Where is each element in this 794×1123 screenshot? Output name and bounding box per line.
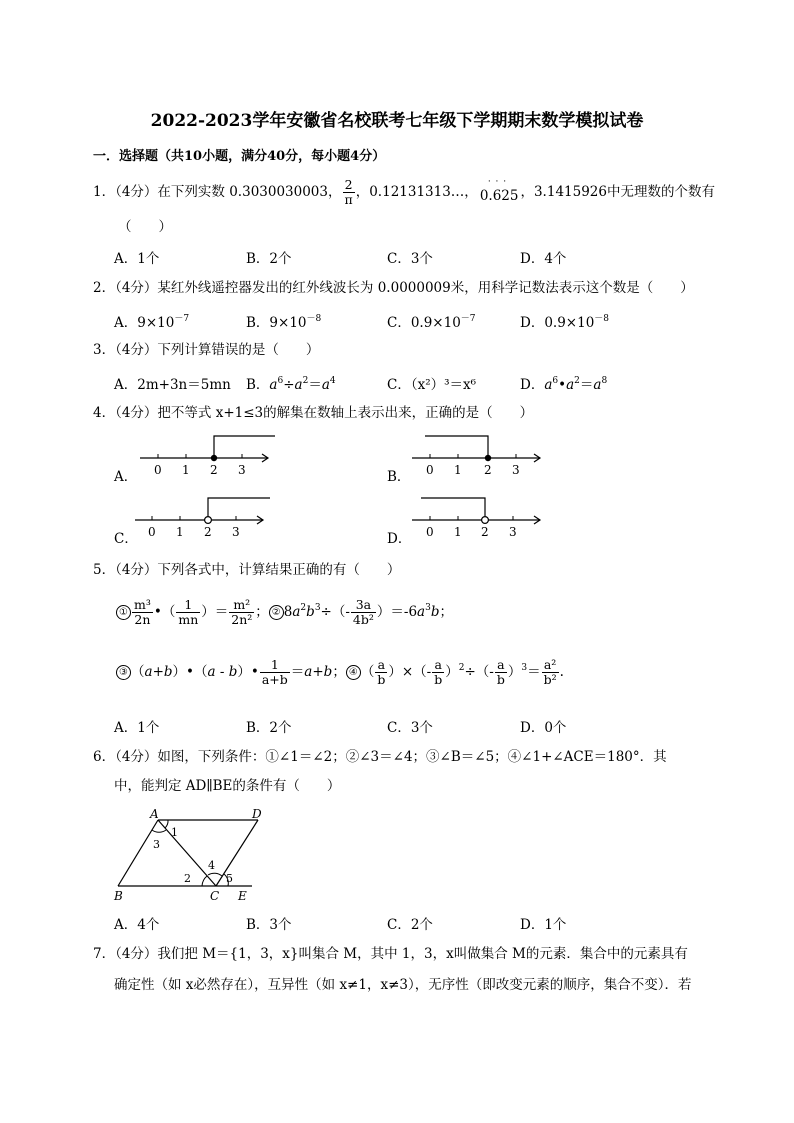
q6-parallelogram-figure xyxy=(110,806,280,906)
q6-option-b[interactable]: B．3个 xyxy=(246,917,292,933)
svg-text:3: 3 xyxy=(512,463,520,477)
question-7-line-2: 确定性（如 x必然存在），互异性（如 x≠1，x≠3），无序性（即改变元素的顺序，集合不变）．若 xyxy=(114,977,692,993)
question-4: 4．（4分）把不等式 x+1≤3的解集在数轴上表示出来，正确的是（ ） xyxy=(93,405,534,421)
q2-c-exp: －7 xyxy=(460,314,476,324)
question-6-line-1: 6．（4分）如图，下列条件：①∠1＝∠2；②∠3＝∠4；③∠B＝∠5；④∠1+∠ACE＝180°．其 xyxy=(93,749,667,765)
svg-text:0: 0 xyxy=(426,463,434,477)
q1-frac-num: 2 xyxy=(343,178,355,193)
q5-e1-num: m³ xyxy=(134,597,151,612)
q5-expressions-3-4: ③ （a+b）•（a - b）• $\frac{1}{a+b}$ ＝a+b； ④ （ $\frac{a}{b}$ ）×（- $\frac{a}{b}$ ）$^2$÷（- $\frac{a}{b}$ ）$^3$＝ $\frac{\text{a²}}{\text{b²}}$ . xyxy=(116,658,564,687)
q3-option-a[interactable]: A．2m+3n＝5mn xyxy=(114,377,231,393)
q1-suffix: ，3.1415926中无理数的个数有 xyxy=(520,184,715,200)
q5-circle-3: ③ xyxy=(116,665,131,680)
q2-option-b[interactable] xyxy=(246,311,321,331)
q2-a-exp: －7 xyxy=(174,314,190,324)
q2-option-d[interactable] xyxy=(520,311,609,331)
q5-f1-num: a xyxy=(375,658,387,673)
section-heading: 一．选择题（共10小题，满分40分，每小题4分） xyxy=(93,149,386,164)
question-6-line-2: 中，能判定 AD∥BE的条件有（ ） xyxy=(114,778,341,794)
svg-text:3: 3 xyxy=(509,525,517,539)
q3-b-label: B． xyxy=(246,377,270,393)
q2-a-base: A．9×10 xyxy=(114,315,175,331)
q5-e5-num: 1 xyxy=(260,658,290,673)
q1-prefix: 1．（4分）在下列实数 0.3030030003， xyxy=(93,184,342,200)
q1-frac-den: π xyxy=(344,192,353,207)
q1-option-a[interactable]: A．1个 xyxy=(114,251,160,267)
svg-text:2: 2 xyxy=(210,463,218,477)
q5-expressions-1-2: ① $\frac{\text{m³}}{2n}$ •（ $\frac{1}{mn}$ ）＝ $\frac{\text{m²}}{\text{2n²}}$ ； ② $8a^2b^3\div(-$ $\frac{3a}{\text{4b²}}$ ）$=-6a^3b$； xyxy=(116,598,453,627)
question-1 xyxy=(93,178,715,207)
q4-label-c: C． xyxy=(114,531,138,547)
q6-angle-3: 3 xyxy=(153,838,160,851)
q2-c-base: C．0.9×10 xyxy=(387,315,461,331)
q5-e1-den: 2n xyxy=(134,612,151,627)
q1-fraction xyxy=(343,178,355,207)
svg-text:3: 3 xyxy=(232,525,240,539)
q5-option-b[interactable]: B．2个 xyxy=(246,720,292,736)
q5-circle-2: ② xyxy=(269,605,284,620)
q5-option-c[interactable]: C．3个 xyxy=(387,720,433,736)
q6-label-e: E xyxy=(238,889,247,903)
question-2: 2．（4分）某红外线遥控器发出的红外线波长为 0.0000009米，用科学记数法表示这个数是（ ） xyxy=(93,280,694,296)
q5-f1-den: b xyxy=(377,672,386,687)
q6-angle-4: 4 xyxy=(208,859,215,872)
q5-e3 xyxy=(229,598,254,627)
q2-d-exp: －8 xyxy=(594,314,610,324)
q1-option-d[interactable]: D．4个 xyxy=(520,251,567,267)
q6-label-b: B xyxy=(114,889,123,903)
svg-text:1: 1 xyxy=(454,525,462,539)
q5-r-num: a² xyxy=(542,658,559,673)
q6-angle-5: 5 xyxy=(226,872,233,885)
page-title: 2022-2023学年安徽省名校联考七年级下学期期末数学模拟试卷 xyxy=(150,111,644,131)
q5-e4-den: 4b² xyxy=(352,612,374,627)
svg-text:0: 0 xyxy=(426,525,434,539)
svg-text:0: 0 xyxy=(154,463,162,477)
q6-label-a: A xyxy=(150,807,159,821)
svg-text:1: 1 xyxy=(176,525,184,539)
q5-option-d[interactable]: D．0个 xyxy=(520,720,567,736)
q5-r xyxy=(542,658,559,687)
q4-label-b: B． xyxy=(387,469,411,485)
q4-number-line-b[interactable] xyxy=(385,428,565,484)
q2-option-a[interactable] xyxy=(114,311,189,331)
svg-text:2: 2 xyxy=(481,525,489,539)
q5-e4-num: 3a xyxy=(351,598,376,613)
q5-e1 xyxy=(132,598,153,627)
q6-option-d[interactable]: D．1个 xyxy=(520,917,567,933)
q5-f2 xyxy=(432,658,444,687)
q3-option-c[interactable]: C．（x²）³＝x⁶ xyxy=(387,377,477,393)
q6-label-c: C xyxy=(210,889,220,903)
q3-option-b[interactable]: B．$a^6\div a^2=a^4$ xyxy=(246,376,336,393)
svg-text:1: 1 xyxy=(454,463,462,477)
q6-label-d: D xyxy=(252,807,262,821)
q2-d-base: D．0.9×10 xyxy=(520,315,595,331)
q5-e3-num: m² xyxy=(229,598,254,613)
q4-number-line-d[interactable] xyxy=(385,492,565,548)
q5-r-den: b² xyxy=(543,672,557,687)
question-5: 5．（4分）下列各式中，计算结果正确的有（ ） xyxy=(93,562,401,578)
q4-label-d: D． xyxy=(387,531,412,547)
q5-e2-num: 1 xyxy=(176,598,200,613)
svg-text:1: 1 xyxy=(182,463,190,477)
question-3: 3．（4分）下列计算错误的是（ ） xyxy=(93,342,320,358)
question-7-line-1: 7．（4分）我们把 M＝{1，3，x}叫集合 M，其中 1，3，x叫做集合 M的元素．集合中的元素具有 xyxy=(93,946,688,962)
q5-option-a[interactable]: A．1个 xyxy=(114,720,160,736)
q6-option-c[interactable]: C．2个 xyxy=(387,917,433,933)
q5-circle-4: ④ xyxy=(346,665,361,680)
q1-option-c[interactable]: C．3个 xyxy=(387,251,433,267)
q1-mid: ，0.12131313…， xyxy=(355,184,478,200)
q5-e2 xyxy=(176,598,200,627)
q5-e4 xyxy=(351,598,376,627)
q2-b-base: B．9×10 xyxy=(246,315,307,331)
q5-e5 xyxy=(260,658,290,687)
q1-answer-paren: （ ） xyxy=(118,219,172,235)
q6-angle-1: 1 xyxy=(171,826,178,839)
q4-label-a: A． xyxy=(114,469,138,485)
q1-repeating-decimal: · · · 0.625 xyxy=(480,186,519,206)
q5-e5-den: a+b xyxy=(261,672,288,687)
q1-option-b[interactable]: B．2个 xyxy=(246,251,292,267)
svg-text:2: 2 xyxy=(204,525,212,539)
q5-e2-den: mn xyxy=(178,612,199,627)
svg-text:2: 2 xyxy=(484,463,492,477)
q5-f3 xyxy=(495,658,507,687)
q6-angle-2: 2 xyxy=(184,872,191,885)
q5-f3-den: b xyxy=(496,672,505,687)
q2-b-exp: －8 xyxy=(306,314,322,324)
svg-text:3: 3 xyxy=(238,463,246,477)
q6-option-a[interactable]: A．4个 xyxy=(114,917,160,933)
q5-f2-num: a xyxy=(432,658,444,673)
q2-option-c[interactable] xyxy=(387,311,476,331)
q5-e3-den: 2n² xyxy=(231,612,253,627)
q5-f1 xyxy=(375,658,387,687)
q3-option-d[interactable]: D．$a^6•a^2=a^8$ xyxy=(520,376,608,393)
q5-f2-den: b xyxy=(434,672,443,687)
q5-f3-num: a xyxy=(495,658,507,673)
q5-circle-1: ① xyxy=(116,605,131,620)
svg-text:0: 0 xyxy=(148,525,156,539)
q3-d-label: D． xyxy=(520,377,545,393)
